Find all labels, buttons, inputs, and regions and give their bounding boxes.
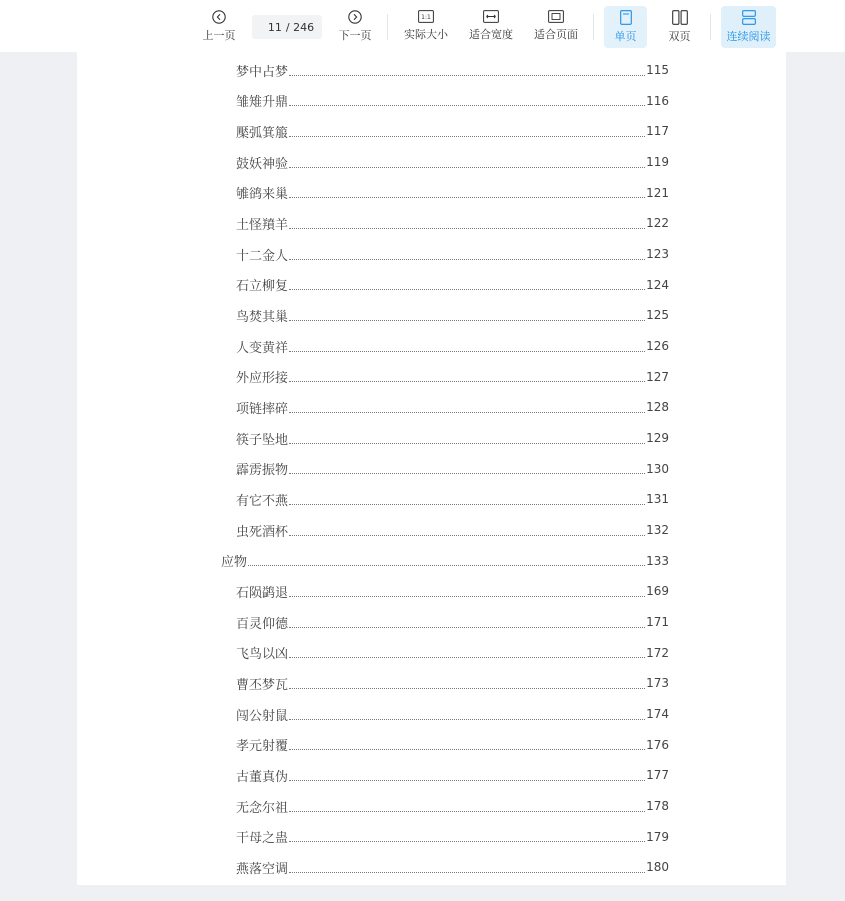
- toc-row[interactable]: [236, 796, 669, 816]
- toc-leader-dots: [289, 780, 645, 781]
- toc-section-row[interactable]: [221, 551, 669, 571]
- toc-entry-page: 174: [646, 707, 669, 722]
- continuous-reading-icon: [742, 10, 756, 25]
- toc-row[interactable]: [236, 183, 669, 203]
- page-number-input[interactable]: [260, 21, 282, 34]
- toc-entry-page: 180: [646, 860, 669, 875]
- toc-row[interactable]: [236, 428, 669, 448]
- toc-leader-dots: [289, 749, 645, 750]
- actual-size-icon-text: 1:1: [421, 14, 431, 21]
- toc-row[interactable]: [236, 520, 669, 540]
- toc-leader-dots: [289, 167, 645, 168]
- toc-entry-page: 129: [646, 431, 669, 446]
- toc-leader-dots: [289, 136, 645, 137]
- toc-row[interactable]: [236, 367, 669, 387]
- toc-row[interactable]: [236, 121, 669, 141]
- toc-row[interactable]: [236, 827, 669, 847]
- toc-entry-page: 122: [646, 216, 669, 231]
- prev-page-label: 上一页: [202, 29, 236, 42]
- toc-entry-title: 应物: [221, 555, 248, 571]
- toc-entry-page: 131: [646, 492, 669, 507]
- toc-leader-dots: [289, 872, 645, 873]
- toc-row[interactable]: [236, 735, 669, 755]
- double-page-label: 双页: [668, 30, 691, 43]
- toc-entry-page: 124: [646, 277, 669, 292]
- toc-leader-dots: [289, 105, 645, 106]
- prev-page-button[interactable]: [200, 6, 238, 48]
- toolbar-divider: [387, 14, 388, 40]
- toc-entry-page: 133: [646, 553, 669, 568]
- toc-entry-page: 125: [646, 308, 669, 323]
- toc-entry-page: 126: [646, 339, 669, 354]
- toc-leader-dots: [289, 443, 645, 444]
- toc-entry-title: 筷子坠地: [236, 432, 289, 448]
- toolbar-divider: [593, 14, 594, 40]
- toc-entry-page: 132: [646, 523, 669, 538]
- chevron-right-circle-icon: [348, 10, 362, 24]
- toolbar: [0, 0, 845, 52]
- toc-leader-dots: [289, 535, 645, 536]
- toc-entry-title: 燕落空调: [236, 861, 289, 877]
- toc-entry-page: 117: [646, 124, 669, 139]
- toc-entry-title: 霹雳振物: [236, 463, 289, 479]
- toc-row[interactable]: [236, 673, 669, 693]
- fit-page-label: 适合页面: [534, 28, 578, 41]
- toc-entry-title: 干母之蛊: [236, 831, 289, 847]
- page-indicator: [252, 15, 322, 39]
- toc-entry-title: 人变黄祥: [236, 340, 289, 356]
- bottom-scroll-area: [0, 885, 845, 901]
- toc-leader-dots: [289, 627, 645, 628]
- toc-entry-page: 116: [646, 93, 669, 108]
- toc-entry-title: 虫死酒杯: [236, 524, 289, 540]
- continuous-reading-button[interactable]: [721, 6, 776, 48]
- fit-width-label: 适合宽度: [469, 28, 513, 41]
- toc-leader-dots: [289, 228, 645, 229]
- toc-entry-title: 孝元射覆: [236, 739, 289, 755]
- toc-entry-title: 曹丕梦瓦: [236, 677, 289, 693]
- fit-width-button[interactable]: [467, 6, 515, 48]
- toc-entry-title: 外应形接: [236, 371, 289, 387]
- toc-entry-page: 177: [646, 768, 669, 783]
- toc-row[interactable]: [236, 305, 669, 325]
- toc-row[interactable]: [236, 213, 669, 233]
- double-page-button[interactable]: [658, 6, 701, 48]
- toc-row[interactable]: [236, 336, 669, 356]
- toc-entry-title: 飞鸟以凶: [236, 647, 289, 663]
- toc-row[interactable]: [236, 581, 669, 601]
- toc-leader-dots: [289, 719, 645, 720]
- toc-entry-title: 古董真伪: [236, 769, 289, 785]
- next-page-label: 下一页: [338, 29, 372, 42]
- single-page-icon: [620, 10, 632, 25]
- toc-entry-page: 172: [646, 645, 669, 660]
- continuous-reading-label: 连续阅读: [726, 30, 771, 43]
- toc-entry-title: 石立柳复: [236, 279, 289, 295]
- toc-entry-title: 梦中占梦: [236, 64, 289, 80]
- toc-entry-page: 115: [646, 63, 669, 77]
- toc-entry-page: 119: [646, 155, 669, 169]
- toc-entry-page: 178: [646, 799, 669, 814]
- toc-entry-page: 123: [646, 247, 669, 262]
- toolbar-divider: [710, 14, 711, 40]
- toc-entry-page: 130: [646, 461, 669, 476]
- toc-entry-title: 石陨鹢退: [236, 585, 289, 601]
- toc-leader-dots: [289, 841, 645, 842]
- toc-row[interactable]: [236, 704, 669, 724]
- toc-row[interactable]: [236, 152, 669, 172]
- toc-entry-title: 无念尔祖: [236, 800, 289, 816]
- toc-leader-dots: [289, 596, 645, 597]
- toc-row[interactable]: [236, 244, 669, 264]
- toc-entry-title: 雏雉升鼎: [236, 95, 289, 111]
- toc-entry-page: 173: [646, 676, 669, 691]
- toc-entry-title: 有它不燕: [236, 493, 289, 509]
- toc-leader-dots: [289, 657, 645, 658]
- toc-entry-page: 179: [646, 829, 669, 844]
- toc-entry-title: 檿弧箕箙: [236, 125, 289, 141]
- toc-leader-dots: [289, 289, 645, 290]
- toc-entry-page: 128: [646, 400, 669, 415]
- toc-row[interactable]: [236, 765, 669, 785]
- toc-entry-page: 121: [646, 185, 669, 200]
- next-page-button[interactable]: [336, 6, 374, 48]
- toc-row[interactable]: [236, 91, 669, 111]
- toc-leader-dots: [289, 473, 645, 474]
- toc-entry-page: 171: [646, 615, 669, 630]
- toc-leader-dots: [289, 75, 645, 76]
- toc-row[interactable]: [236, 612, 669, 632]
- single-page-button[interactable]: [604, 6, 647, 48]
- fit-page-icon: [548, 10, 564, 23]
- toc-row[interactable]: [236, 489, 669, 509]
- toc-leader-dots: [289, 320, 645, 321]
- toc-entry-page: 176: [646, 737, 669, 752]
- toc-entry-title: 项链摔碎: [236, 401, 289, 417]
- toc-entry-title: 雊鹆来巢: [236, 187, 289, 203]
- toc-row[interactable]: [236, 643, 669, 663]
- toc-leader-dots: [289, 381, 645, 382]
- toc-row[interactable]: [236, 459, 669, 479]
- toc-row[interactable]: [236, 275, 669, 295]
- toc-leader-dots: [289, 412, 645, 413]
- toc-leader-dots: [248, 565, 645, 566]
- actual-size-icon: [418, 10, 434, 23]
- toc-leader-dots: [289, 811, 645, 812]
- actual-size-button[interactable]: [402, 6, 450, 48]
- toc-entry-page: 127: [646, 369, 669, 384]
- single-page-label: 单页: [614, 30, 637, 43]
- document-page: [77, 52, 786, 885]
- toc-entry-title: 鼓妖神验: [236, 156, 289, 172]
- chevron-left-circle-icon: [212, 10, 226, 24]
- toc-row[interactable]: [236, 60, 669, 80]
- toc-leader-dots: [289, 259, 645, 260]
- actual-size-label: 实际大小: [404, 28, 448, 41]
- toc-leader-dots: [289, 504, 645, 505]
- toc-leader-dots: [289, 197, 645, 198]
- toc-row[interactable]: [236, 857, 669, 877]
- toc-entry-title: 百灵仰德: [236, 616, 289, 632]
- toc-entry-title: 鸟焚其巢: [236, 309, 289, 325]
- toc-row[interactable]: [236, 397, 669, 417]
- toc-leader-dots: [289, 688, 645, 689]
- toc-entry-title: 土怪羵羊: [236, 217, 289, 233]
- fit-page-button[interactable]: [532, 6, 580, 48]
- double-page-icon: [672, 10, 688, 25]
- toc-entry-title: 十二金人: [236, 248, 289, 264]
- fit-width-icon: [483, 10, 499, 23]
- toc-leader-dots: [289, 351, 645, 352]
- toc-entry-title: 闯公射鼠: [236, 708, 289, 724]
- toc-entry-page: 169: [646, 584, 669, 599]
- total-pages: / 246: [285, 20, 315, 34]
